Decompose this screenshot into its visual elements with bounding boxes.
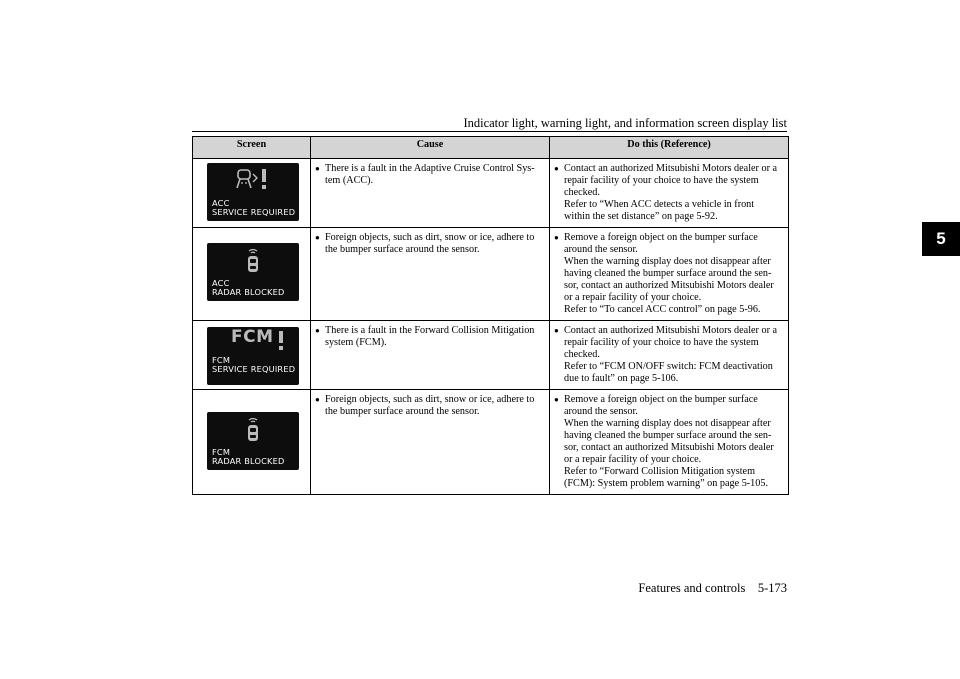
acc-service-warning-icon bbox=[233, 166, 273, 194]
action-text-line: checked. bbox=[564, 349, 600, 360]
cause-cell bbox=[311, 321, 550, 390]
action-text-line: having cleaned the bumper surface around the sen- bbox=[564, 268, 772, 279]
page-footer bbox=[638, 581, 787, 596]
cause-text-line: There is a fault in the Adaptive Cruise Control Sys- bbox=[325, 163, 535, 174]
table-row bbox=[193, 159, 789, 228]
action-text-line: Remove a foreign object on the bumper surface bbox=[564, 232, 758, 243]
action-text-line: around the sensor. bbox=[564, 244, 638, 255]
display-list-table bbox=[192, 136, 789, 495]
cause-text-line: tem (ACC). bbox=[325, 175, 374, 186]
action-text-line: Refer to “When ACC detects a vehicle in front bbox=[564, 199, 755, 210]
action-text-line: around the sensor. bbox=[564, 406, 638, 417]
action-cell bbox=[550, 228, 789, 321]
action-text-line: Refer to “Forward Collision Mitigation system bbox=[564, 466, 755, 477]
cause-text-line: system (FCM). bbox=[325, 337, 387, 348]
action-text-line: within the set distance” on page 5-92. bbox=[564, 211, 718, 222]
column-header-cause: Cause bbox=[311, 137, 550, 159]
bullet-icon: ● bbox=[315, 233, 320, 242]
action-text-line: repair facility of your choice to have the system bbox=[564, 337, 759, 348]
footer-section: Features and controls bbox=[638, 581, 746, 595]
action-text-line: repair facility of your choice to have the system bbox=[564, 175, 759, 186]
action-text-line: or a repair facility of your choice. bbox=[564, 292, 702, 303]
display-line-2: SERVICE REQUIRED bbox=[212, 207, 296, 217]
radar-blocked-icon bbox=[243, 415, 263, 445]
action-text-line: having cleaned the bumper surface around the sen- bbox=[564, 430, 772, 441]
bullet-icon: ● bbox=[315, 164, 320, 173]
display-line-2: RADAR BLOCKED bbox=[212, 456, 285, 466]
action-text-line: Contact an authorized Mitsubishi Motors dealer or a bbox=[564, 163, 778, 174]
table-header-row bbox=[193, 137, 789, 159]
cause-text-line: There is a fault in the Forward Collision Mitigation bbox=[325, 325, 535, 336]
screen-cell bbox=[193, 390, 311, 495]
column-header-screen: Screen bbox=[193, 137, 311, 159]
display-line-1: ACC bbox=[212, 278, 230, 288]
action-text-line: When the warning display does not disappear after bbox=[564, 256, 771, 267]
table-row bbox=[193, 390, 789, 495]
display-line-2: RADAR BLOCKED bbox=[212, 287, 285, 297]
display-screen-fcm-radar bbox=[207, 412, 299, 470]
action-text-line: or a repair facility of your choice. bbox=[564, 454, 702, 465]
action-text-line: Refer to “FCM ON/OFF switch: FCM deactivation bbox=[564, 361, 773, 372]
bullet-icon: ● bbox=[554, 164, 559, 173]
display-screen-fcm-service bbox=[207, 327, 299, 385]
action-cell bbox=[550, 321, 789, 390]
page-header-title: Indicator light, warning light, and information screen display list bbox=[463, 116, 787, 130]
header-rule bbox=[192, 131, 787, 132]
action-text-line: sor, contact an authorized Mitsubishi Motors dealer bbox=[564, 442, 774, 453]
screen-cell bbox=[193, 159, 311, 228]
action-cell bbox=[550, 159, 789, 228]
cause-cell bbox=[311, 159, 550, 228]
action-text-line: Refer to “To cancel ACC control” on page 5-96. bbox=[564, 304, 761, 315]
display-line-1: ACC bbox=[212, 198, 230, 208]
action-cell bbox=[550, 390, 789, 495]
bullet-icon: ● bbox=[315, 326, 320, 335]
action-text-line: due to fault” on page 5-106. bbox=[564, 373, 679, 384]
fcm-warning-icon: FCM bbox=[231, 327, 274, 347]
action-text-line: sor, contact an authorized Mitsubishi Motors dealer bbox=[564, 280, 774, 291]
display-line-2: SERVICE REQUIRED bbox=[212, 364, 296, 374]
bullet-icon: ● bbox=[554, 395, 559, 404]
cause-text-line: Foreign objects, such as dirt, snow or ice, adhere to bbox=[325, 232, 535, 243]
action-text-line: When the warning display does not disappear after bbox=[564, 418, 771, 429]
display-screen-acc-service bbox=[207, 163, 299, 221]
column-header-action: Do this (Reference) bbox=[550, 137, 789, 159]
radar-blocked-icon bbox=[243, 246, 263, 276]
screen-cell bbox=[193, 228, 311, 321]
chapter-tab: 5 bbox=[922, 222, 960, 256]
action-text-line: checked. bbox=[564, 187, 600, 198]
action-text-line: Remove a foreign object on the bumper surface bbox=[564, 394, 758, 405]
cause-text-line: the bumper surface around the sensor. bbox=[325, 406, 480, 417]
table-row bbox=[193, 321, 789, 390]
bullet-icon: ● bbox=[315, 395, 320, 404]
cause-cell bbox=[311, 390, 550, 495]
cause-text-line: the bumper surface around the sensor. bbox=[325, 244, 480, 255]
bullet-icon: ● bbox=[554, 233, 559, 242]
page-number: 5-173 bbox=[757, 581, 787, 595]
cause-cell bbox=[311, 228, 550, 321]
display-screen-acc-radar bbox=[207, 243, 299, 301]
display-line-1: FCM bbox=[212, 355, 231, 365]
exclamation-icon bbox=[277, 331, 285, 351]
cause-text-line: Foreign objects, such as dirt, snow or ice, adhere to bbox=[325, 394, 535, 405]
bullet-icon: ● bbox=[554, 326, 559, 335]
action-text-line: (FCM): System problem warning” on page 5-105. bbox=[564, 478, 769, 489]
action-text-line: Contact an authorized Mitsubishi Motors dealer or a bbox=[564, 325, 778, 336]
display-line-1: FCM bbox=[212, 447, 231, 457]
table-row bbox=[193, 228, 789, 321]
screen-cell bbox=[193, 321, 311, 390]
